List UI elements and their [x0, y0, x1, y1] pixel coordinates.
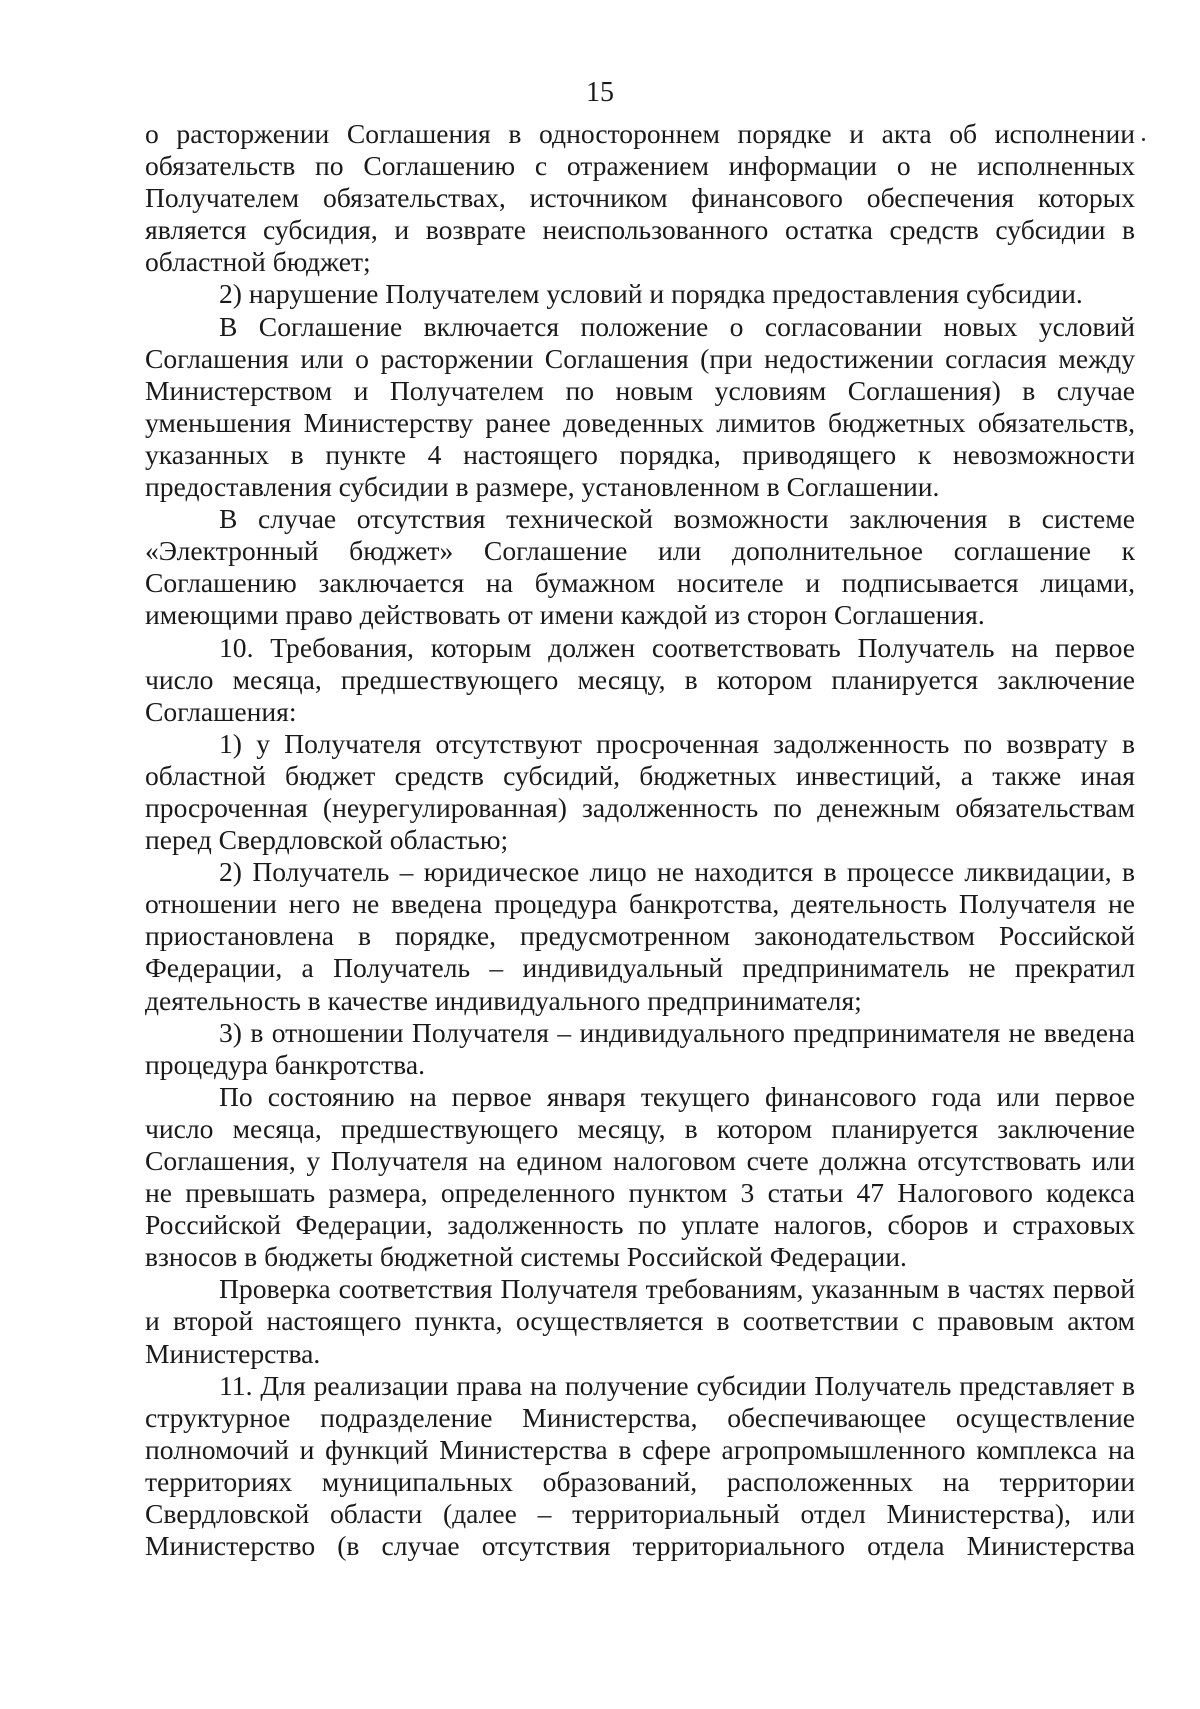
scan-speck [1142, 138, 1145, 141]
paragraph-paper-agreement: В случае отсутствия технической возможности заключения в системе «Электронный бюджет» Соглашение или дополнительное соглашение к Соглашению заключается на бумажном носителе и подписывается лицами, имеющими право действовать от имени каждой из сторон Соглашения. [145, 503, 1135, 631]
paragraph-continuation: о расторжении Соглашения в одностороннем порядке и акта об исполнении обязательств по Соглашению с отражением информации о не исполненных Получателем обязательствах, источником финансового обеспечения которых является субсидия, и возврате неиспользованного остатка средств субсидии в областной бюджет; [145, 118, 1135, 278]
paragraph-section-10: 10. Требования, которым должен соответствовать Получатель на первое число месяца, предшествующего месяцу, в котором планируется заключение Соглашения: [145, 631, 1135, 727]
paragraph-item-3-bankruptcy: 3) в отношении Получателя – индивидуального предпринимателя не введена процедура банкротства. [145, 1016, 1135, 1080]
paragraph-item-1-debt: 1) у Получателя отсутствуют просроченная задолженность по возврату в областной бюджет средств субсидий, бюджетных инвестиций, а также иная просроченная (неурегулированная) задолженность по денежным обязательствам перед Свердловской областью; [145, 727, 1135, 856]
paragraph-tax-account: По состоянию на первое января текущего финансового года или первое число месяца, предшествующего месяцу, в котором планируется заключение Соглашения, у Получателя на едином налоговом счете должна отсутствовать или не превышать размера, определенного пунктом 3 статьи 47 Налогового кодекса Российской Федерации, задолженность по уплате налогов, сборов и страховых взносов в бюджеты бюджетной системы Российской Федерации. [145, 1080, 1135, 1273]
paragraph-compliance-check: Проверка соответствия Получателя требованиям, указанным в частях первой и второй настоящего пункта, осуществляется в соответствии с правовым актом Министерства. [145, 1273, 1135, 1369]
paragraph-item-2-violation: 2) нарушение Получателем условий и порядка предоставления субсидии. [219, 278, 1083, 310]
document-body [145, 118, 1135, 1562]
page-number: 15 [586, 77, 614, 108]
paragraph-section-11: 11. Для реализации права на получение субсидии Получатель представляет в структурное подразделение Министерства, обеспечивающее осуществление полномочий и функций Министерства в сфере агропромышленного комплекса на территориях муниципальных образований, расположенных на территории Свердловской области (далее – территориальный отдел Министерства), или Министерство (в случае отсутствия территориального отдела Министерства [145, 1369, 1135, 1562]
paragraph-new-conditions: В Соглашение включается положение о согласовании новых условий Соглашения или о расторжении Соглашения (при недостижении согласия между Министерством и Получателем по новым условиям Соглашения) в случае уменьшения Министерству ранее доведенных лимитов бюджетных обязательств, указанных в пункте 4 настоящего порядка, приводящего к невозможности предоставления субсидии в размере, установленном в Соглашении. [145, 310, 1135, 503]
paragraph-item-2-liquidation: 2) Получатель – юридическое лицо не находится в процессе ликвидации, в отношении него не введена процедура банкротства, деятельность Получателя не приостановлена в порядке, предусмотренном законодательством Российской Федерации, а Получатель – индивидуальный предприниматель не прекратил деятельность в качестве индивидуального предпринимателя; [145, 856, 1135, 1016]
